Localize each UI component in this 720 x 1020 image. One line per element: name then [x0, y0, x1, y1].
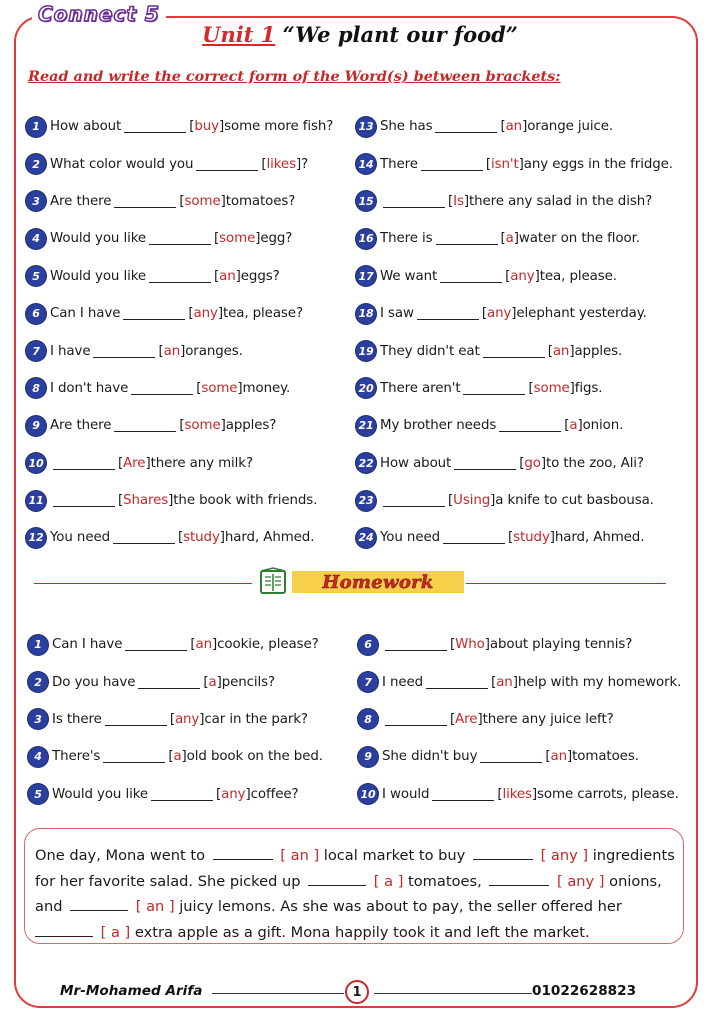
answer-blank[interactable] [113, 531, 175, 544]
question-text: What color would you [50, 156, 194, 172]
question-text: oranges. [185, 343, 243, 359]
question-number-badge: 8 [26, 378, 46, 398]
question-text: I have [50, 343, 91, 359]
answer-blank[interactable] [440, 270, 502, 283]
homework-banner [258, 566, 464, 598]
question-number-badge: 9 [26, 416, 46, 436]
question-text: cookie, please? [217, 637, 319, 653]
answer-blank[interactable] [383, 494, 445, 507]
answer-blank[interactable] [151, 788, 213, 801]
bracket-word: Are [123, 455, 146, 471]
question-text: Is there [52, 711, 102, 727]
question-text: They didn't eat [380, 343, 480, 359]
answer-blank[interactable] [70, 898, 128, 911]
question-text: hard, Ahmed. [554, 530, 645, 546]
answer-blank[interactable] [149, 270, 211, 283]
question-text: coffee? [250, 786, 299, 802]
question-text: old book on the bed. [186, 749, 323, 765]
bracket-word: some [533, 380, 570, 396]
question-item: 9 Are there [ some ] apples? [26, 407, 354, 444]
page-number: 1 [345, 980, 369, 1004]
question-number-badge: 12 [26, 528, 46, 548]
bracket-word: any [221, 786, 246, 802]
question-item: 11 [ Shares ] the book with friends. [26, 482, 354, 519]
question-text: there any salad in the dish? [468, 193, 653, 209]
question-item: 2 What color would you [ likes ] ? [26, 145, 354, 182]
story-text [35, 843, 673, 945]
question-item: 7 I need [ an ] help with my homework. [358, 663, 704, 700]
answer-blank[interactable] [480, 750, 542, 763]
question-number-badge: 13 [356, 117, 376, 137]
bracket-word: likes [502, 786, 532, 802]
bracket-word: a [569, 418, 578, 434]
question-item: 22 How about [ go ] to the zoo, Ali? [356, 445, 704, 482]
divider [466, 583, 666, 584]
question-text: the book with friends. [173, 493, 318, 509]
question-item: 1 How about [ buy ] some more fish? [26, 108, 354, 145]
bracket-word: any [174, 711, 200, 727]
question-text: I saw [380, 306, 414, 322]
question-text: water on the floor. [518, 231, 640, 247]
question-list-left [26, 108, 354, 557]
bracket-word: some [184, 418, 221, 434]
question-list-right [356, 108, 704, 557]
answer-blank[interactable] [463, 382, 525, 395]
question-text: a knife to cut basbousa. [495, 493, 654, 509]
answer-blank[interactable] [436, 232, 498, 245]
bracket-word: an [550, 749, 568, 765]
question-text: How about [380, 455, 452, 471]
story-line [35, 843, 673, 869]
question-number-badge: 23 [356, 491, 376, 511]
homework-label: Homework [292, 571, 464, 593]
question-text: Would you like [50, 231, 147, 247]
story-line [35, 869, 673, 895]
footer-rule [212, 993, 344, 994]
bracket-word: [ a ] [100, 923, 131, 941]
question-text: help with my homework. [517, 674, 682, 690]
answer-blank[interactable] [131, 382, 193, 395]
question-item: 6 Can I have [ any ] tea, please? [26, 295, 354, 332]
answer-blank[interactable] [35, 924, 93, 937]
bracket-word: an [163, 343, 181, 359]
question-item: 8 [ Are ] there any juice left? [358, 701, 704, 738]
question-text: I need [382, 674, 424, 690]
answer-blank[interactable] [53, 457, 115, 470]
bracket-word: go [524, 455, 541, 471]
question-number-badge: 17 [356, 266, 376, 286]
question-number-badge: 11 [26, 491, 46, 511]
bracket-word: any [510, 268, 535, 284]
question-number-badge: 2 [28, 672, 48, 692]
question-number-badge: 4 [28, 747, 48, 767]
story-text-run: and [35, 898, 63, 916]
unit-number: Unit 1 [202, 22, 276, 47]
instruction: Read and write the correct form of the Word(s) between brackets: [28, 68, 561, 85]
question-text: tomatoes? [225, 193, 296, 209]
question-text: How about [50, 119, 122, 135]
author-name: Mr-Mohamed Arifa [60, 983, 203, 999]
question-item: 17 We want [ any ] tea, please. [356, 258, 704, 295]
bracket-word: some [219, 231, 256, 247]
question-item: 4 There's [ a ] old book on the bed. [28, 738, 356, 775]
answer-blank[interactable] [114, 419, 176, 432]
bracket-word: [ an ] [280, 847, 320, 864]
question-number-badge: 19 [356, 341, 376, 361]
answer-blank[interactable] [426, 676, 488, 689]
question-number-badge: 1 [26, 117, 46, 137]
question-number-badge: 10 [358, 784, 378, 804]
question-number-badge: 3 [28, 709, 48, 729]
question-text: She didn't buy [382, 749, 478, 765]
question-number-badge: 4 [26, 229, 46, 249]
question-text: There [380, 156, 418, 172]
story-text-run: tomatoes, [408, 872, 482, 890]
bracket-word: Are [455, 711, 478, 727]
question-text: elephant yesterday. [516, 306, 647, 322]
question-text: hard, Ahmed. [224, 530, 315, 546]
answer-blank[interactable] [149, 232, 211, 245]
question-item: 2 Do you have [ a ] pencils? [28, 663, 356, 700]
question-item: 3 Are there [ some ] tomatoes? [26, 183, 354, 220]
answer-blank[interactable] [103, 750, 165, 763]
question-number-badge: 5 [28, 784, 48, 804]
answer-blank[interactable] [138, 676, 200, 689]
question-text: tea, please? [222, 306, 303, 322]
question-item: 3 Is there [ any ] car in the park? [28, 701, 356, 738]
question-text: Would you like [50, 268, 147, 284]
question-number-badge: 10 [26, 453, 46, 473]
question-text: some carrots, please. [537, 786, 679, 802]
answer-blank[interactable] [114, 195, 176, 208]
brand-logo: Connect 5 [32, 2, 166, 26]
question-text: money. [242, 380, 291, 396]
story-text-run: onions, [609, 872, 662, 890]
story-text-run: One day, Mona went to [35, 847, 206, 864]
question-text: You need [50, 530, 110, 546]
question-number-badge: 21 [356, 416, 376, 436]
question-text: There aren't [380, 380, 461, 396]
answer-blank[interactable] [483, 345, 545, 358]
bracket-word: [ any ] [557, 872, 605, 890]
question-text: Are there [50, 193, 112, 209]
question-text: There's [52, 749, 101, 765]
question-text: pencils? [221, 674, 276, 690]
question-item: 19 They didn't eat [ an ] apples. [356, 332, 704, 369]
question-item: 7 I have [ an ] oranges. [26, 332, 354, 369]
question-text: Would you like [52, 786, 149, 802]
question-text: I don't have [50, 380, 129, 396]
answer-blank[interactable] [417, 307, 479, 320]
question-text: egg? [260, 231, 293, 247]
homework-list-left [28, 626, 356, 813]
question-text: There is [380, 231, 433, 247]
story-line [35, 894, 673, 920]
question-text: any eggs in the fridge. [523, 156, 673, 172]
answer-blank[interactable] [421, 158, 483, 171]
bracket-word: some [201, 380, 238, 396]
divider [34, 583, 252, 584]
answer-blank[interactable] [53, 494, 115, 507]
question-text: Do you have [52, 674, 136, 690]
question-item: 23 [ Using ] a knife to cut basbousa. [356, 482, 704, 519]
bracket-word: an [505, 119, 523, 135]
question-number-badge: 18 [356, 304, 376, 324]
question-text: You need [380, 530, 440, 546]
unit-name: “We plant our food” [282, 22, 518, 47]
question-number-badge: 7 [358, 672, 378, 692]
answer-blank[interactable] [385, 638, 447, 651]
question-text: I would [382, 786, 430, 802]
question-number-badge: 2 [26, 154, 46, 174]
answer-blank[interactable] [93, 345, 155, 358]
answer-blank[interactable] [473, 847, 533, 860]
bracket-word: some [184, 193, 221, 209]
question-text: Are there [50, 418, 112, 434]
question-item: 10 [ Are ] there any milk? [26, 445, 354, 482]
bracket-word: Shares [123, 493, 169, 509]
answer-blank[interactable] [213, 847, 273, 860]
question-text: ? [301, 156, 309, 172]
question-item: 16 There is [ a ] water on the floor. [356, 220, 704, 257]
answer-blank[interactable] [123, 307, 185, 320]
question-item: 21 My brother needs [ a ] onion. [356, 407, 704, 444]
bracket-word: likes [266, 156, 296, 172]
question-number-badge: 14 [356, 154, 376, 174]
question-text: about playing tennis? [489, 637, 633, 653]
question-text: car in the park? [204, 711, 308, 727]
question-number-badge: 15 [356, 191, 376, 211]
question-text: there any juice left? [482, 711, 614, 727]
question-item: 8 I don't have [ some ] money. [26, 370, 354, 407]
bracket-word: Using [453, 493, 491, 509]
question-number-badge: 22 [356, 453, 376, 473]
answer-blank[interactable] [385, 713, 447, 726]
bracket-word: study [513, 530, 550, 546]
question-number-badge: 6 [26, 304, 46, 324]
answer-blank[interactable] [435, 120, 497, 133]
story-text-run: juicy lemons. As she was about to pay, the seller offered her [179, 898, 622, 916]
story-text-run: local market to buy [323, 847, 466, 864]
question-item: 13 She has [ an ] orange juice. [356, 108, 704, 145]
footer-rule [374, 993, 532, 994]
bracket-word: an [552, 343, 570, 359]
bracket-word: a [208, 674, 217, 690]
question-text: some more fish? [224, 119, 334, 135]
story-line [35, 920, 673, 946]
page-title [190, 22, 530, 47]
question-item: 5 Would you like [ an ] eggs? [26, 258, 354, 295]
question-number-badge: 5 [26, 266, 46, 286]
phone-number: 01022628823 [532, 983, 637, 999]
question-item: 6 [ Who ] about playing tennis? [358, 626, 704, 663]
question-text: orange juice. [527, 119, 614, 135]
bracket-word: study [183, 530, 220, 546]
question-number-badge: 20 [356, 378, 376, 398]
bracket-word: [ any ] [540, 847, 589, 864]
story-box [24, 828, 684, 944]
book-icon [258, 567, 288, 597]
answer-blank[interactable] [454, 457, 516, 470]
answer-blank[interactable] [432, 788, 494, 801]
question-number-badge: 1 [28, 635, 48, 655]
bracket-word: an [496, 674, 513, 690]
question-item: 10 I would [ likes ] some carrots, please. [358, 776, 704, 813]
story-text-run: extra apple as a gift. Mona happily took it and left the market. [134, 923, 590, 941]
question-text: figs. [574, 380, 603, 396]
question-item: 4 Would you like [ some ] egg? [26, 220, 354, 257]
bracket-word: Is [453, 193, 464, 209]
question-text: She has [380, 119, 433, 135]
bracket-word: Who [455, 637, 485, 653]
question-item: 9 She didn't buy [ an ] tomatoes. [358, 738, 704, 775]
bracket-word: a [173, 749, 182, 765]
answer-blank[interactable] [499, 419, 561, 432]
question-text: We want [380, 268, 438, 284]
answer-blank[interactable] [383, 195, 445, 208]
answer-blank[interactable] [443, 531, 505, 544]
answer-blank[interactable] [489, 873, 549, 886]
question-text: to the zoo, Ali? [545, 455, 644, 471]
question-item: 1 Can I have [ an ] cookie, please? [28, 626, 356, 663]
question-number-badge: 9 [358, 747, 378, 767]
question-number-badge: 6 [358, 635, 378, 655]
answer-blank[interactable] [124, 120, 186, 133]
question-item: 12 You need [ study ] hard, Ahmed. [26, 519, 354, 556]
question-item: 14 There [ isn't ] any eggs in the fridge. [356, 145, 704, 182]
homework-list-right [358, 626, 704, 813]
bracket-word: buy [194, 119, 219, 135]
question-text: tea, please. [539, 268, 617, 284]
bracket-word: isn't [490, 156, 519, 172]
bracket-word: an [219, 268, 236, 284]
question-text: eggs? [240, 268, 280, 284]
story-text-run: ingredients [592, 847, 675, 864]
question-item: 5 Would you like [ any ] coffee? [28, 776, 356, 813]
question-text: there any milk? [150, 455, 253, 471]
answer-blank[interactable] [105, 713, 167, 726]
question-text: tomatoes. [572, 749, 639, 765]
question-text: Can I have [52, 637, 123, 653]
question-number-badge: 16 [356, 229, 376, 249]
question-text: apples. [574, 343, 623, 359]
bracket-word: any [486, 306, 512, 322]
question-item: 24 You need [ study ] hard, Ahmed. [356, 519, 704, 556]
question-item: 15 [ Is ] there any salad in the dish? [356, 183, 704, 220]
answer-blank[interactable] [196, 158, 258, 171]
answer-blank[interactable] [125, 638, 187, 651]
bracket-word: a [505, 231, 514, 247]
bracket-word: an [195, 637, 212, 653]
bracket-word: [ an ] [135, 898, 175, 916]
question-text: Can I have [50, 306, 121, 322]
answer-blank[interactable] [308, 873, 366, 886]
question-number-badge: 7 [26, 341, 46, 361]
bracket-word: any [193, 306, 218, 322]
question-item: 20 There aren't [ some ] figs. [356, 370, 704, 407]
question-text: onion. [582, 418, 624, 434]
question-number-badge: 24 [356, 528, 376, 548]
question-text: apples? [225, 418, 277, 434]
question-text: My brother needs [380, 418, 497, 434]
question-item: 18 I saw [ any ] elephant yesterday. [356, 295, 704, 332]
bracket-word: [ a ] [373, 872, 404, 890]
story-text-run: for her favorite salad. She picked up [35, 872, 301, 890]
question-number-badge: 8 [358, 709, 378, 729]
question-number-badge: 3 [26, 191, 46, 211]
